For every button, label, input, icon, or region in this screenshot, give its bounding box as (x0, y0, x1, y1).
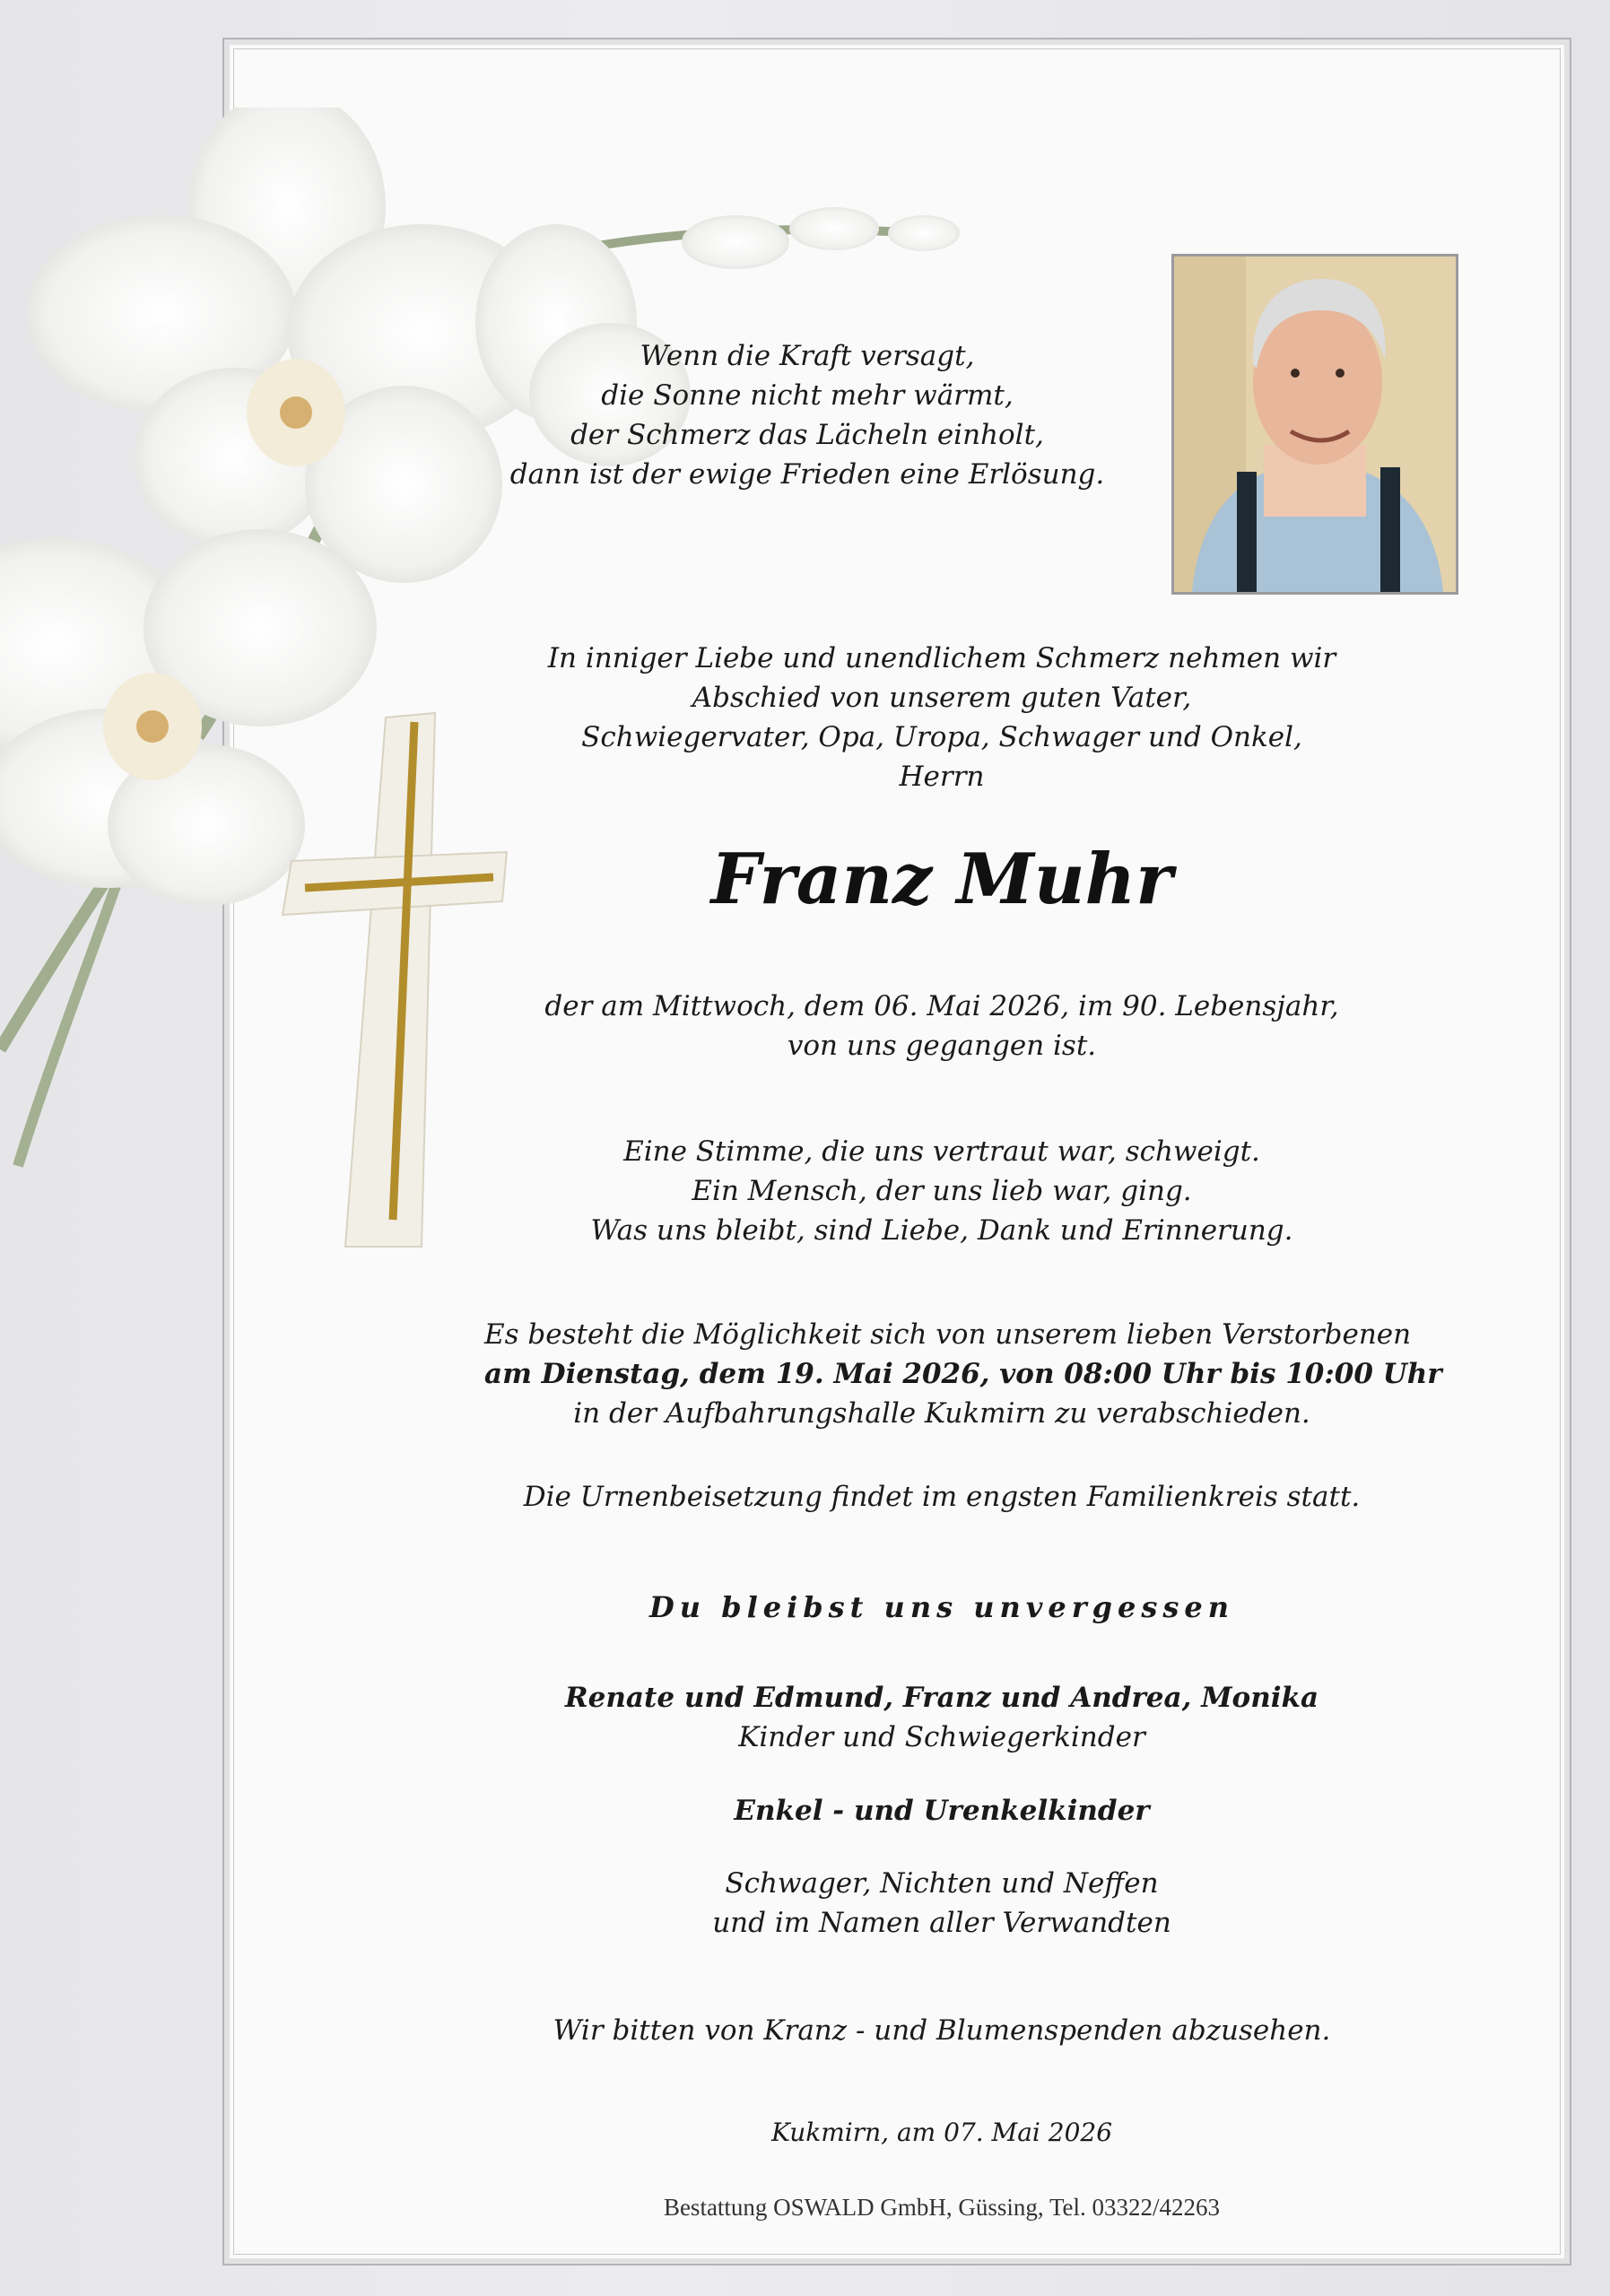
burial-note (484, 1477, 1399, 1517)
verse-block (484, 1132, 1399, 1250)
request-text: Wir bitten von Kranz - und Blumenspenden abzusehen. (553, 2014, 1331, 2047)
intro-line: Abschied von unserem guten Vater, (692, 682, 1192, 714)
verse-line: Was uns bleibt, sind Liebe, Dank und Erinnerung. (590, 1214, 1293, 1247)
poem-block (484, 336, 1130, 494)
farewell-line: Es besteht die Möglichkeit sich von unserem lieben Verstorbenen (484, 1318, 1412, 1351)
poem-line: Wenn die Kraft versagt, (640, 340, 975, 372)
relatives-line: und im Namen aller Verwandten (712, 1907, 1171, 1939)
children-role: Kinder und Schwiegerkinder (738, 1721, 1145, 1753)
poem-line: der Schmerz das Lächeln einholt, (570, 419, 1044, 451)
intro-block (484, 639, 1399, 796)
poem-line: dann ist der ewige Frieden eine Erlösung. (509, 458, 1105, 491)
death-info-line: der am Mittwoch, dem 06. Mai 2026, im 90. Lebensjahr, (544, 990, 1339, 1022)
death-info-block (484, 987, 1399, 1065)
grandchildren-label: Enkel - und Urenkelkinder (734, 1795, 1150, 1827)
burial-text: Die Urnenbeisetzung findet im engsten Familienkreis statt. (523, 1481, 1361, 1513)
motto-text: Du bleibst uns unvergessen (649, 1590, 1234, 1624)
intro-line: In inniger Liebe und unendlichem Schmerz nehmen wir (547, 642, 1336, 674)
mourners-grandchildren (484, 1791, 1399, 1831)
deceased-name: Franz Muhr (710, 839, 1173, 920)
portrait-photo (1171, 254, 1458, 595)
relatives-line: Schwager, Nichten und Neffen (725, 1867, 1159, 1900)
intro-line: Schwiegervater, Opa, Uropa, Schwager und Onkel, (581, 721, 1302, 753)
motto-block (484, 1587, 1399, 1627)
farewell-block (484, 1315, 1442, 1433)
place-date (484, 2113, 1399, 2152)
flower-request (484, 2011, 1399, 2050)
farewell-line: in der Aufbahrungshalle Kukmirn zu verabschieden. (573, 1397, 1310, 1430)
farewell-datetime: am Dienstag, dem 19. Mai 2026, von 08:00 Uhr bis 10:00 Uhr (484, 1358, 1442, 1390)
undertaker-footer: Bestattung OSWALD GmbH, Güssing, Tel. 03322/42263 (663, 2194, 1221, 2221)
intro-line: Herrn (899, 761, 985, 793)
mourners-children (484, 1678, 1399, 1757)
verse-line: Ein Mensch, der uns lieb war, ging. (692, 1175, 1192, 1207)
place-date-text: Kukmirn, am 07. Mai 2026 (770, 2118, 1113, 2147)
children-names: Renate und Edmund, Franz und Andrea, Monika (564, 1682, 1319, 1714)
mourners-relatives (484, 1864, 1399, 1943)
poem-line: die Sonne nicht mehr wärmt, (601, 379, 1014, 412)
death-info-line: von uns gegangen ist. (787, 1030, 1097, 1062)
verse-line: Eine Stimme, die uns vertraut war, schweigt. (623, 1135, 1260, 1168)
